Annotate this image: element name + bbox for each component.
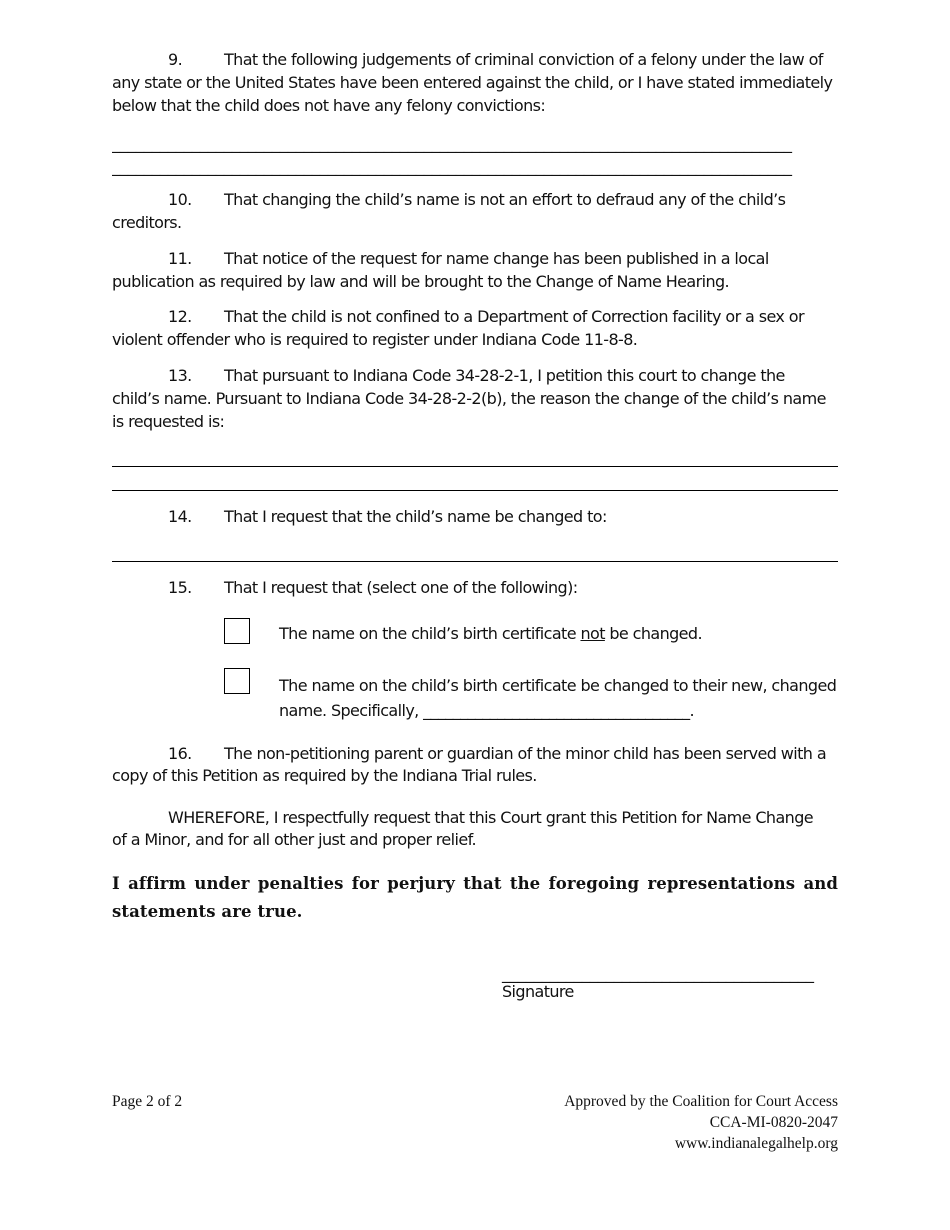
item-15-text-1: That I request that (select one of the following): bbox=[224, 578, 578, 597]
new-name-blank-line[interactable] bbox=[112, 561, 838, 562]
option-1-not: not bbox=[580, 624, 605, 643]
item-13-line3: is requested is: bbox=[112, 412, 225, 431]
item-9-line3: below that the child does not have any felony convictions: bbox=[112, 96, 546, 115]
item-16-line2: copy of this Petition as required by the Indiana Trial rules. bbox=[112, 766, 537, 785]
item-10-line2: creditors. bbox=[112, 213, 182, 232]
item-12-text-1: That the child is not confined to a Department of Correction facility or a sex or bbox=[224, 307, 804, 326]
item-13-number: 13. bbox=[168, 366, 192, 385]
item-13-text-1: That pursuant to Indiana Code 34-28-2-1, I petition this court to change the bbox=[224, 366, 785, 385]
item-9-number: 9. bbox=[168, 50, 183, 69]
item-14-number: 14. bbox=[168, 507, 192, 526]
item-11-text-1: That notice of the request for name change has been published in a local bbox=[224, 249, 769, 268]
item-11-line2: publication as required by law and will be brought to the Change of Name Hearing. bbox=[112, 272, 730, 291]
birth-certificate-changed-checkbox[interactable] bbox=[224, 668, 250, 694]
footer-form-code: CCA-MI-0820-2047 bbox=[709, 1114, 838, 1131]
page-number: Page 2 of 2 bbox=[112, 1093, 183, 1110]
footer-approved: Approved by the Coalition for Court Access bbox=[564, 1093, 838, 1110]
item-9-line1 bbox=[168, 48, 823, 71]
item-13-line1 bbox=[168, 364, 785, 387]
item-10-text-1: That changing the child’s name is not an effort to defraud any of the child’s bbox=[224, 190, 786, 209]
item-14-text-1: That I request that the child’s name be changed to: bbox=[224, 507, 607, 526]
item-16-number: 16. bbox=[168, 744, 192, 763]
felony-blank-line-2[interactable]: _____________________________________________________________________________________ bbox=[112, 157, 792, 176]
birth-certificate-not-changed-checkbox[interactable] bbox=[224, 618, 250, 644]
item-11-number: 11. bbox=[168, 249, 192, 268]
item-10-line1 bbox=[168, 188, 785, 211]
item-13-line2: child’s name. Pursuant to Indiana Code 34-28-2-2(b), the reason the change of the child’s name bbox=[112, 389, 826, 408]
felony-blank-line-1[interactable]: _____________________________________________________________________________________ bbox=[112, 134, 792, 153]
perjury-affirmation: I affirm under penalties for perjury that the foregoing representations and statements are true. bbox=[112, 874, 838, 921]
item-9-text-1: That the following judgements of criminal conviction of a felony under the law of bbox=[224, 50, 823, 69]
item-15-line1 bbox=[168, 576, 578, 599]
option-1-post: be changed. bbox=[604, 624, 702, 643]
option-1-pre: The name on the child’s birth certificate bbox=[279, 624, 581, 643]
item-14-line1 bbox=[168, 505, 607, 528]
reason-blank-line-1[interactable] bbox=[112, 466, 838, 467]
signature-line[interactable]: _______________________________________ bbox=[502, 964, 814, 983]
wherefore-line2: of a Minor, and for all other just and proper relief. bbox=[112, 830, 476, 849]
item-16-text-1: The non-petitioning parent or guardian of the minor child has been served with a bbox=[224, 744, 827, 763]
option-2-line1: The name on the child’s birth certificate be changed to their new, changed bbox=[279, 676, 837, 695]
option-2-line2: name. Specifically, ____________________________________. bbox=[279, 701, 695, 720]
item-15-number: 15. bbox=[168, 578, 192, 597]
wherefore-line1: WHEREFORE, I respectfully request that this Court grant this Petition for Name Change bbox=[168, 808, 814, 827]
item-10-number: 10. bbox=[168, 190, 192, 209]
item-9-line2: any state or the United States have been entered against the child, or I have stated immediately bbox=[112, 73, 833, 92]
item-12-line1 bbox=[168, 305, 804, 328]
reason-blank-line-2[interactable] bbox=[112, 490, 838, 491]
option-1-label bbox=[279, 622, 702, 645]
item-11-line1 bbox=[168, 247, 769, 270]
signature-label: Signature bbox=[502, 982, 574, 1001]
item-12-number: 12. bbox=[168, 307, 192, 326]
item-16-line1 bbox=[168, 742, 826, 765]
footer-website[interactable]: www.indianalegalhelp.org bbox=[674, 1135, 838, 1152]
item-12-line2: violent offender who is required to register under Indiana Code 11-8-8. bbox=[112, 330, 638, 349]
